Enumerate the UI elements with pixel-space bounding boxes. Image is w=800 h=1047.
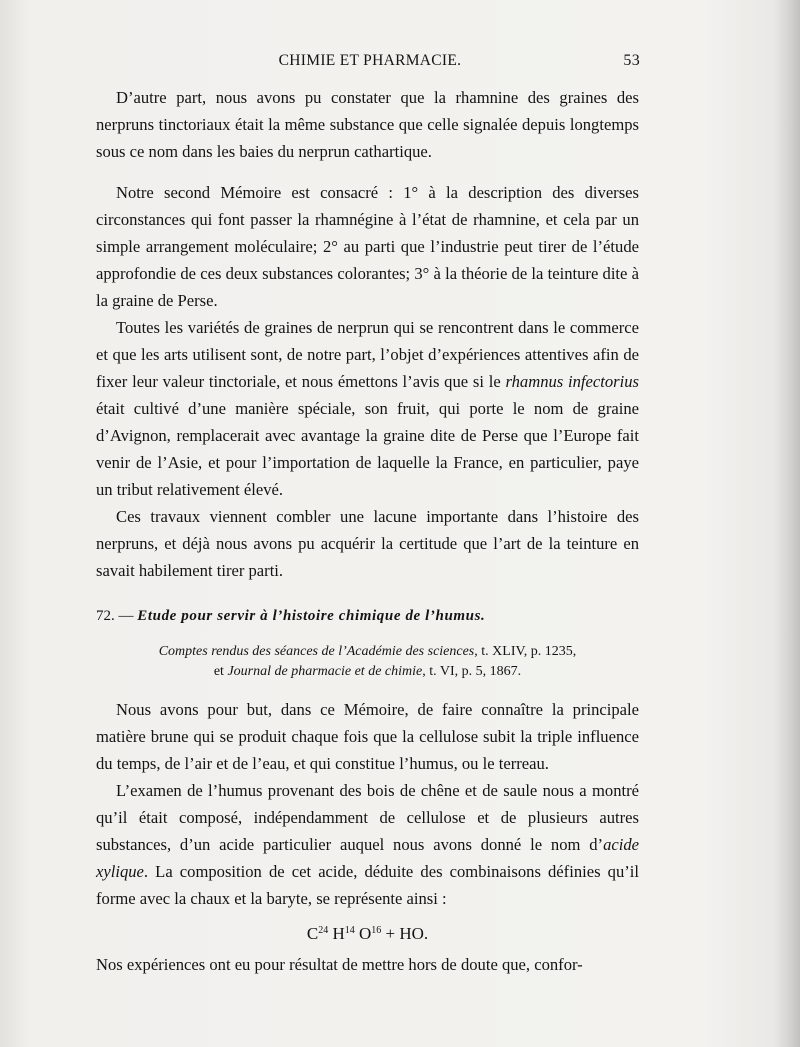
paragraph-7: Nos expériences ont eu pour résultat de mettre hors de doute que, confor- [96, 955, 583, 974]
paragraph-1: D’autre part, nous avons pu constater que la rhamnine des graines des nerpruns tinctoriaux était la même substance que celle signalée depuis longtemps sous ce nom dans les baies du nerprun cathartique. [96, 88, 639, 161]
running-header [100, 52, 640, 76]
paragraph-4: Ces travaux viennent combler une lacune importante dans l’histoire des nerpruns, et déjà nous avons pu acquérir la certitude que l’art de la teinture en savait habilement tirer parti. [96, 507, 639, 580]
paragraph-6 [96, 777, 639, 912]
citation-journal-1: Comptes rendus des séances de l’Académie des sciences [158, 644, 475, 659]
page-shadow [774, 0, 800, 1047]
citation-prefix-2: et [213, 664, 228, 679]
paragraph-3-text-a: Toutes les variétés de graines de nerprun qui se rencontrent dans le commerce et que les arts utilisent sont, de notre part, l’objet d’expériences attentives afin de fixer leur valeur tinctoriale, et nous émettons l’avis que si le [96, 318, 639, 391]
paragraph-3 [96, 314, 639, 503]
species-name: rhamnus infectorius [505, 372, 639, 391]
citation-ref-1: , t. XLIV, p. 1235, [474, 644, 577, 659]
formula-c: C [306, 924, 319, 943]
page-number: 53 [623, 52, 640, 69]
page-body [96, 84, 639, 978]
formula-o-index: 16 [371, 925, 382, 936]
section-heading [96, 604, 639, 628]
citation-ref-2: , t. VI, p. 5, 1867. [422, 664, 522, 679]
citation-line-1 [96, 642, 639, 662]
citation-line-2 [96, 662, 639, 682]
formula-o: O [354, 924, 372, 943]
paragraph-6-text-b: . La composition de cet acide, déduite des combinaisons définies qu’il forme avec la chaux et la baryte, se représente ainsi : [96, 862, 639, 908]
paragraph-3-text-b: était cultivé d’une manière spéciale, son fruit, qui porte le nom de graine d’Avignon, remplacerait avec avantage la graine dite de Perse que l’Europe fait venir de l’Asie, et pour l’importation de laquelle la France, en particulier, paye un tribut relativement élevé. [96, 399, 639, 499]
paragraph-6-text-a: L’examen de l’humus provenant des bois de chêne et de saule nous a montré qu’il était composé, indépendamment de cellulose et de plusieurs autres substances, d’un acide particulier auquel nous avons donné le nom d’ [96, 781, 639, 854]
paragraph-5: Nous avons pour but, dans ce Mémoire, de faire connaître la principale matière brune qui se produit chaque fois que la cellulose subit la triple influence du temps, de l’air et de l’eau, et qui constitue l’humus, ou le terreau. [96, 700, 639, 773]
formula-h-index: 14 [344, 925, 355, 936]
running-title: CHIMIE ET PHARMACIE. [278, 52, 462, 69]
formula-rest: + HO. [381, 924, 429, 943]
formula-h: H [328, 924, 345, 943]
citation-journal-2: Journal de pharmacie et de chimie [227, 664, 423, 679]
chemical-formula [96, 918, 639, 947]
paragraph-2: Notre second Mémoire est consacré : 1° à la description des diverses circonstances qui font passer la rhamnégine à l’état de rhamnine, et cela par un simple arrangement moléculaire; 2° au parti que l’industrie peut tirer de l’étude approfondie de ces deux substances colorantes; 3° à la théorie de la teinture dite à la graine de Perse. [96, 183, 639, 310]
citation [96, 642, 639, 682]
section-title: Etude pour servir à l’histoire chimique de l’humus. [137, 608, 486, 624]
acid-name: acide xylique [96, 835, 639, 881]
section-number: 72. — [96, 608, 138, 624]
formula-c-index: 24 [318, 925, 329, 936]
